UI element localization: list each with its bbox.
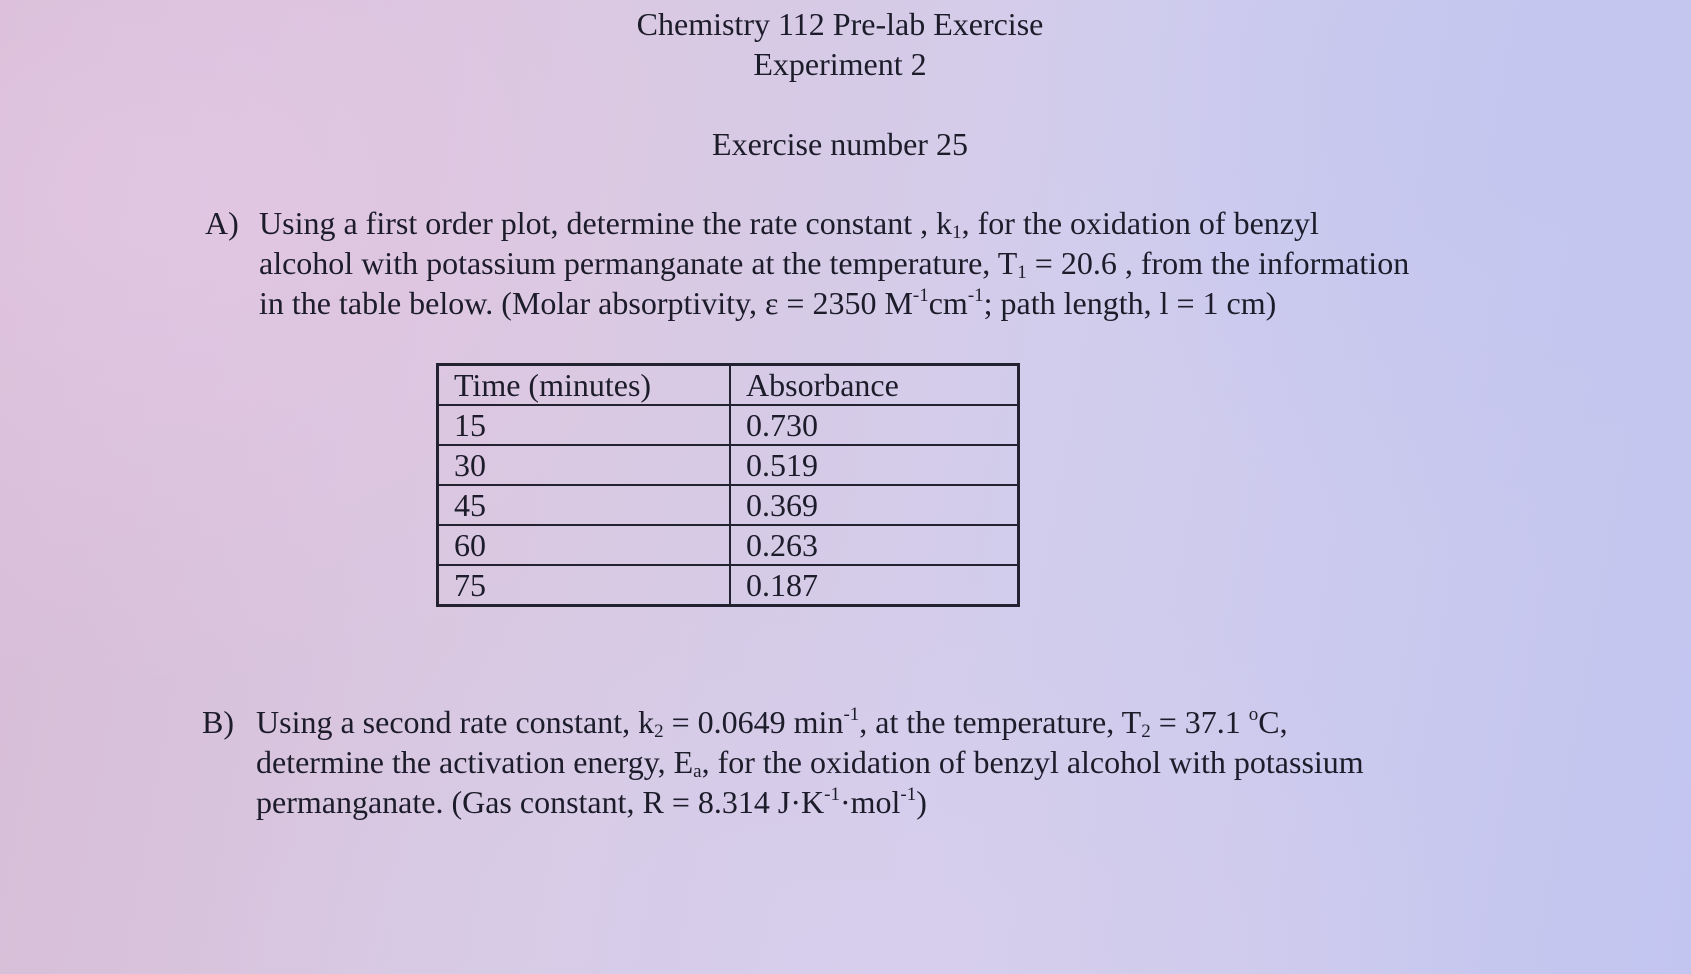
table-row xyxy=(438,405,1019,445)
column-header-absorbance: Absorbance xyxy=(730,365,1019,406)
time-cell: 15 xyxy=(438,405,731,445)
min-inverse-superscript: -1 xyxy=(843,704,860,725)
part-b-question xyxy=(256,702,1364,822)
absorbance-cell: 0.263 xyxy=(730,525,1019,565)
k2-subscript: 2 xyxy=(654,721,664,742)
time-cell: 75 xyxy=(438,565,731,606)
part-a-question xyxy=(259,203,1409,323)
exercise-number: Exercise number 25 xyxy=(712,126,968,162)
part-a-line-2 xyxy=(259,243,1409,283)
part-a-line-1-text: Using a first order plot, determine the rate constant , k xyxy=(259,205,953,241)
part-a-line-1-text-end: , for the oxidation of benzyl xyxy=(961,205,1319,241)
time-cell: 45 xyxy=(438,485,731,525)
part-b-rate-value: = 0.0649 min xyxy=(663,704,844,740)
part-b-line-2-text: determine the activation energy, E xyxy=(256,744,694,780)
cm-inverse-superscript: -1 xyxy=(967,285,984,306)
table-row xyxy=(438,445,1019,485)
table-row xyxy=(438,485,1019,525)
part-b-line-2 xyxy=(256,742,1364,782)
part-a-line-1 xyxy=(259,203,1409,243)
experiment-title: Experiment 2 xyxy=(753,46,927,82)
part-b-line-3-text-end: ) xyxy=(916,784,927,820)
column-header-time: Time (minutes) xyxy=(438,365,731,406)
molar-inverse-superscript: -1 xyxy=(912,285,929,306)
degree-superscript: o xyxy=(1248,704,1259,725)
absorbance-cell: 0.369 xyxy=(730,485,1019,525)
part-a-line-3-text: in the table below. (Molar absorptivity, ε = 2350 M xyxy=(259,285,913,321)
part-b-line-1 xyxy=(256,702,1364,742)
part-a-line-3-text-end: ; path length, l = 1 cm) xyxy=(983,285,1277,321)
part-a-line-3-unit: cm xyxy=(928,285,968,321)
table-row xyxy=(438,565,1019,606)
part-b-temperature-value: = 37.1 xyxy=(1150,704,1249,740)
absorbance-cell: 0.187 xyxy=(730,565,1019,606)
time-cell: 60 xyxy=(438,525,731,565)
part-b-line-1-text-end: C, xyxy=(1258,704,1288,740)
part-b-line-2-text-end: , for the oxidation of benzyl alcohol with potassium xyxy=(701,744,1364,780)
t2-subscript: 2 xyxy=(1141,721,1151,742)
absorbance-cell: 0.519 xyxy=(730,445,1019,485)
course-title: Chemistry 112 Pre-lab Exercise xyxy=(636,6,1044,42)
absorbance-table xyxy=(436,363,1020,607)
absorbance-cell: 0.730 xyxy=(730,405,1019,445)
part-a-line-2-text-end: = 20.6 , from the information xyxy=(1026,245,1410,281)
part-b-label: B) xyxy=(202,704,234,740)
ea-subscript: a xyxy=(693,761,702,782)
part-b-line-1-text-mid: , at the temperature, T xyxy=(859,704,1142,740)
mol-inverse-superscript: -1 xyxy=(900,784,917,805)
part-a-line-3 xyxy=(259,283,1409,323)
table-row xyxy=(438,525,1019,565)
part-a-line-2-text: alcohol with potassium permanganate at the temperature, T xyxy=(259,245,1018,281)
part-a-label: A) xyxy=(205,205,239,241)
time-cell: 30 xyxy=(438,445,731,485)
part-b-line-3 xyxy=(256,782,1364,822)
kelvin-inverse-superscript: -1 xyxy=(824,784,840,805)
part-b-line-3-text: permanganate. (Gas constant, R = 8.314 J·K xyxy=(256,784,825,820)
part-b-line-3-unit: ·mol xyxy=(839,784,901,820)
part-b-line-1-text: Using a second rate constant, k xyxy=(256,704,655,740)
t1-subscript: 1 xyxy=(1017,262,1027,283)
k1-subscript: 1 xyxy=(952,222,962,243)
table-header-row xyxy=(438,365,1019,406)
